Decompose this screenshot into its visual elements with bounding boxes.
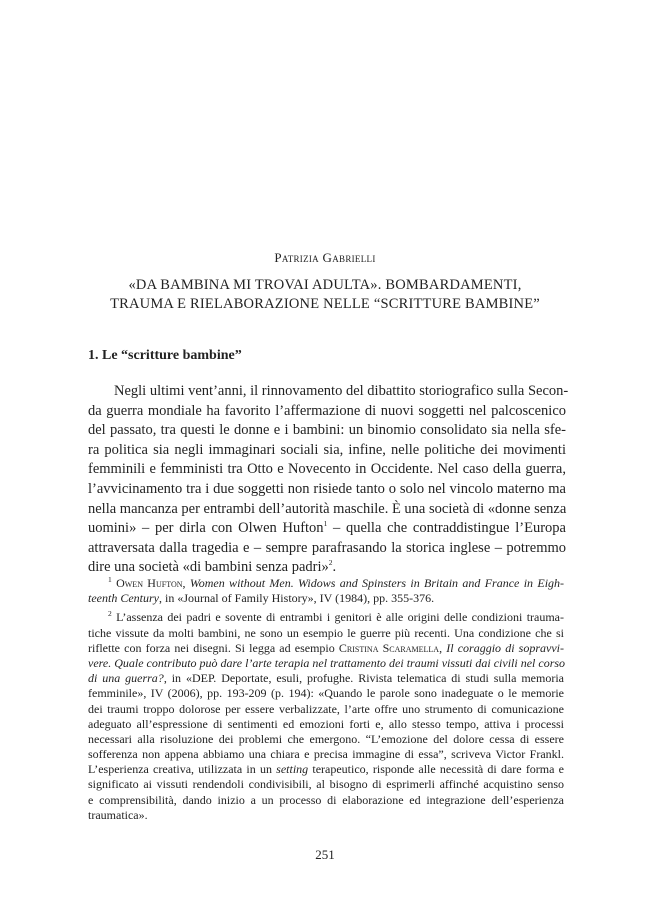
article-title-line: TRAUMA E RIELABORAZIONE NELLE “SCRITTURE BAMBINE” — [110, 296, 540, 312]
footnotes — [88, 576, 564, 823]
footnote-line: adeguato all’espressione di sentimenti ed emozioni forti e, allo stesso tempo, attiva i processi — [88, 716, 564, 731]
footnote-line: traumatica». — [88, 807, 148, 822]
footnote-line: e comprensibilità, dando inizio a un processo di elaborazione ed integrazione dell’esperienza — [88, 792, 564, 807]
body-text-span: uomini» – per dirla con Olwen Hufton — [88, 520, 324, 537]
footnote-title: teenth Century — [88, 591, 159, 606]
footnote-author: Owen Hufton — [116, 576, 183, 590]
footnote-line — [88, 671, 564, 686]
footnote-author: Cristina Scaramella — [338, 640, 440, 655]
footnote-text: L’esperienza creativa, utilizzata in un — [88, 762, 277, 777]
footnote-line: dei traumi troppo dolorose per essere verbalizzate, l’arte offre uno strumento di comunicazione — [88, 701, 564, 716]
article-title-line: «DA BAMBINA MI TROVAI ADULTA». BOMBARDAMENTI, — [128, 277, 522, 293]
footnote-line: sofferenza non appena abbiamo una chiara e precisa immagine di essa”, scriveva Victor Frankl. — [88, 747, 564, 762]
body-text-span: dire una società «di bambini senza padri» — [88, 559, 329, 576]
footnote-number: 1 — [108, 575, 112, 584]
body-line: del passato, tra questi le donne e i bambini: un binomio consolidato sia nella sfe- — [88, 422, 566, 439]
footnote-line: tiche vissute da molti bambini, ne sono un esempio le guerre più recenti. Una condizione che si — [88, 625, 564, 640]
footnote-ref[interactable]: 1 — [323, 519, 328, 529]
footnote-title: Women without Men. Widows and Spinsters in Britain and France in Eigh- — [189, 576, 565, 590]
body-line — [88, 558, 566, 578]
page-number: 251 — [315, 847, 335, 862]
footnote-text: riflette con forza nei disegni. Si legga ad esempio — [88, 640, 339, 655]
footnote-1 — [88, 576, 564, 606]
footnote-2 — [88, 610, 564, 823]
footnote-line: significato ai vissuti rendendoli condivisibili, al bisogno di esprimerli affinché acquistino senso — [88, 777, 564, 792]
footnote-title: Il coraggio di sopravvi- — [446, 640, 565, 655]
article-author: Patrizia Gabrielli — [274, 250, 376, 265]
footnote-line — [88, 656, 564, 671]
body-line: nella mancanza per entrambi dell’autorità maschile. È una società di «donne senza — [88, 500, 567, 517]
footnote-title: vere. Quale contributo può dare l’arte terapia nel trattamento dei traumi vissuti dai civili nel corso — [88, 655, 566, 670]
footnote-text: L’assenza dei padri e sovente di entrambi i genitori è alle origini delle condizioni trauma- — [116, 610, 565, 625]
body-line: femminili e femministi tra Otto e Novecento in Occidente. Nel caso della guerra, — [88, 461, 566, 478]
body-line: attraversata dalla tragedia e – sempre parafrasando la storica inglese – potremmo — [88, 539, 566, 556]
footnote-line: necessari alla risoluzione dei problemi che emergono. “L’emozione del dolore cessa di essere — [88, 731, 564, 746]
section-heading: 1. Le “scritture bambine” — [88, 348, 242, 363]
body-line: da guerra mondiale ha favorito l’affermazione di nuovi soggetti nel palcoscenico — [88, 402, 566, 419]
footnote-text: terapeutico, risponde alle necessità di dare forma e — [308, 762, 564, 777]
body-line: Negli ultimi vent’anni, il rinnovamento del dibattito storiografico sulla Secon- — [114, 383, 569, 399]
footnote-text: , in «DEP. Deportate, esuli, profughe. Rivista telematica di studi sulla memoria — [163, 671, 564, 686]
body-line: l’avvicinamento tra i due soggetti non risiede tanto o solo nel vincolo materno ma — [88, 480, 566, 497]
body-paragraph — [88, 382, 569, 578]
footnote-line — [88, 610, 564, 625]
footnote-line — [88, 591, 564, 606]
footnote-line — [88, 641, 564, 656]
footnote-line — [88, 762, 564, 777]
footnote-ref[interactable]: 2 — [328, 558, 333, 568]
body-line — [88, 519, 566, 539]
footnote-number: 2 — [108, 609, 112, 619]
footnote-line: $^1$ Owen Hufton, Women without Men. Widows and Spinsters in Britain and France in Eigh- — [108, 575, 565, 590]
footnote-line: femminile», IV (2006), pp. 193-209 (p. 194): «Quando le parole sono inadeguate o le memorie — [88, 686, 564, 701]
footnote-title: di una guerra? — [88, 671, 164, 686]
body-text-span: – quella che contraddistingue l’Europa — [327, 520, 566, 537]
body-text-span: . — [332, 559, 337, 576]
footnote-term: setting — [276, 762, 309, 777]
footnote-text: , — [439, 640, 447, 655]
article-title — [90, 276, 560, 314]
body-line: ra politica sia negli immaginari sociali sia, infine, nelle politiche dei movimenti — [88, 441, 566, 458]
footnote-text: , in «Journal of Family History», IV (1984), pp. 355-376. — [158, 591, 435, 606]
